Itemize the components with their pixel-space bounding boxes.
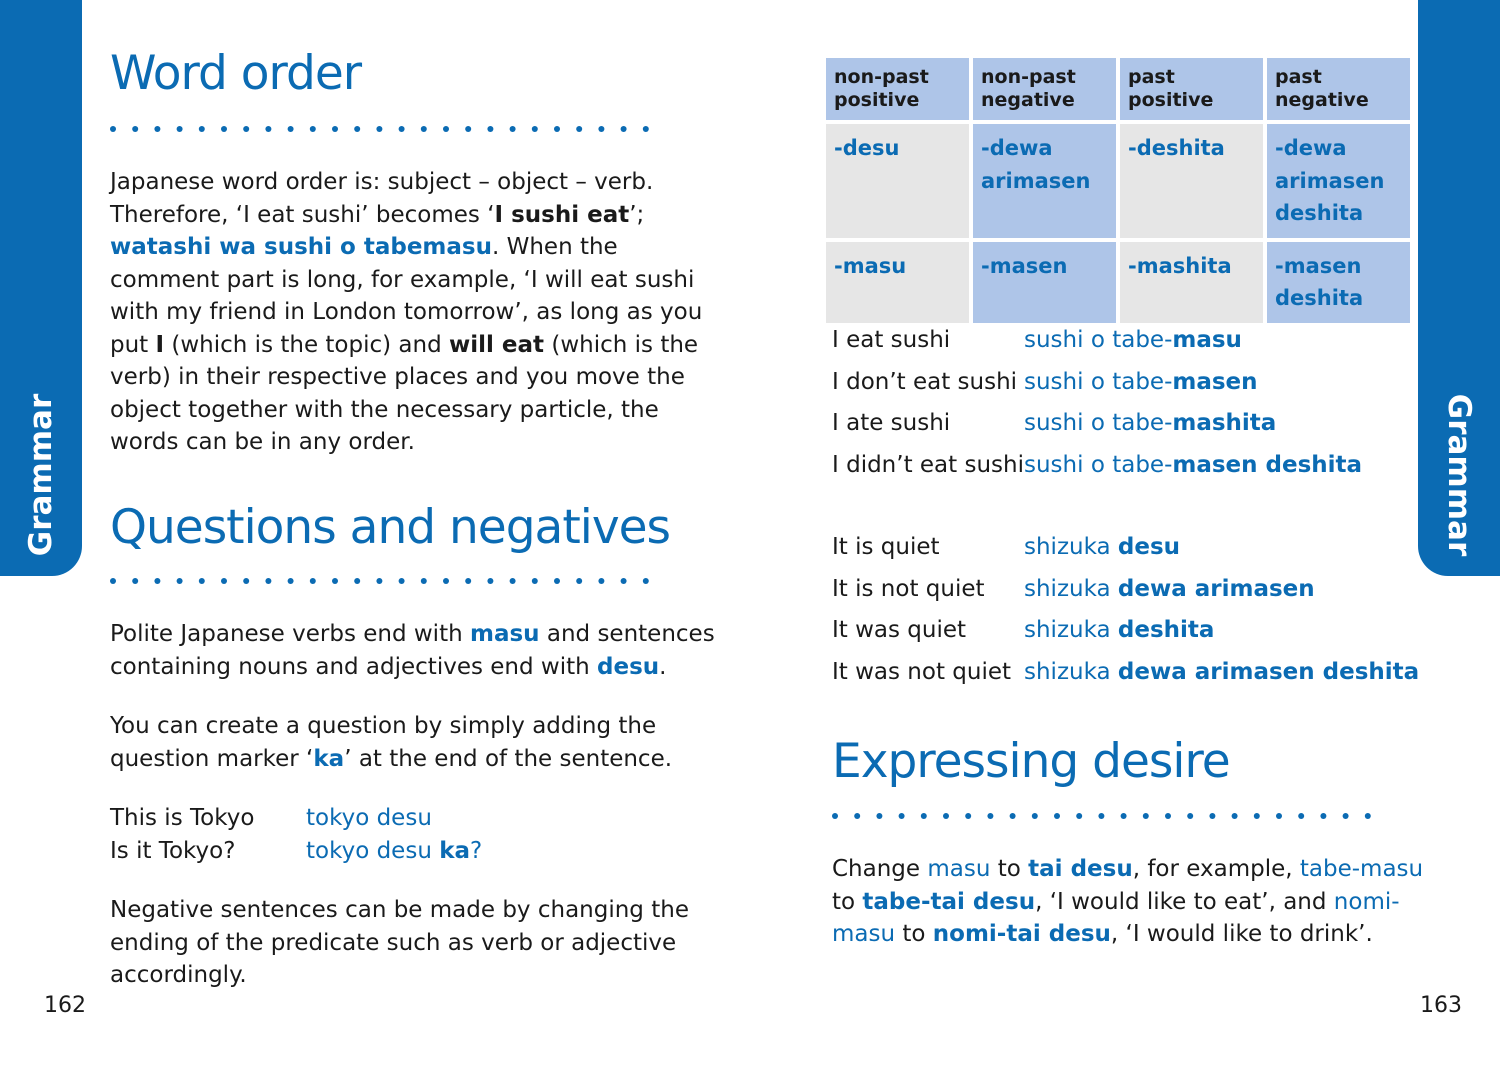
page-number-left: 162	[44, 993, 86, 1018]
divider-dot	[132, 126, 138, 132]
text-line: ending of the predicate such as verb or adjective	[110, 929, 677, 956]
example-japanese: sushi o tabe-mashita	[1024, 410, 1277, 436]
divider-dot	[921, 813, 927, 819]
divider-dot	[310, 126, 316, 132]
questions-paragraph-1	[110, 618, 715, 683]
text-line: Change masu to tai desu, for example, tabe-masu	[832, 856, 1424, 882]
divider-dot	[487, 126, 493, 132]
questions-paragraph-3	[110, 894, 689, 992]
divider-dot	[177, 126, 183, 132]
divider-dot	[399, 578, 405, 584]
divider-dot	[1298, 813, 1304, 819]
divider-dot	[354, 578, 360, 584]
adjective-examples	[832, 534, 1419, 700]
divider-dot	[576, 578, 582, 584]
dotted-divider	[110, 576, 670, 586]
divider-dot	[465, 126, 471, 132]
text-line: You can create a question by simply adding the	[110, 713, 657, 739]
divider-dot	[221, 126, 227, 132]
conjugation-table	[822, 54, 1414, 327]
example-english: Is it Tokyo?	[110, 837, 236, 864]
example-row	[110, 802, 482, 835]
expressing-desire-heading: Expressing desire	[832, 734, 1230, 789]
word-order-paragraph	[110, 166, 702, 459]
divider-dot	[621, 126, 627, 132]
divider-dot	[399, 126, 405, 132]
divider-dot	[487, 578, 493, 584]
table-cell: -masen deshita	[1267, 242, 1410, 323]
example-japanese: sushi o tabe-masu	[1024, 327, 1242, 353]
side-tab-label: Grammar	[1441, 393, 1477, 557]
divider-dot	[1098, 813, 1104, 819]
divider-dot	[376, 126, 382, 132]
example-english: It is not quiet	[832, 575, 985, 602]
table-row	[826, 124, 1410, 238]
divider-dot	[443, 578, 449, 584]
divider-dot	[1165, 813, 1171, 819]
text-line: accordingly.	[110, 962, 247, 988]
verb-examples	[832, 327, 1362, 493]
divider-dot	[899, 813, 905, 819]
divider-dot	[621, 578, 627, 584]
divider-dot	[1254, 813, 1260, 819]
table-cell: -dewa arimasen	[973, 124, 1116, 238]
table-header: non-past positive	[826, 58, 969, 120]
text-line: Polite Japanese verbs end with masu and sentences	[110, 621, 715, 647]
side-tab-left	[0, 0, 82, 576]
divider-dot	[943, 813, 949, 819]
divider-dot	[1320, 813, 1326, 819]
example-english: I don’t eat sushi	[832, 368, 1018, 395]
divider-dot	[243, 126, 249, 132]
example-japanese: sushi o tabe-masen deshita	[1024, 451, 1363, 478]
example-english: It was not quiet	[832, 658, 1012, 685]
example-japanese: sushi o tabe-masen	[1024, 368, 1258, 395]
divider-dot	[554, 578, 560, 584]
desire-paragraph	[832, 853, 1423, 951]
text-line: object together with the necessary particle, the	[110, 396, 659, 423]
example-row	[832, 327, 1362, 369]
text-line: watashi wa sushi o tabemasu. When the	[110, 234, 618, 260]
divider-dot	[421, 578, 427, 584]
divider-dot	[332, 126, 338, 132]
example-row	[832, 576, 1419, 618]
divider-dot	[1010, 813, 1016, 819]
example-row	[832, 410, 1362, 452]
divider-dot	[1121, 813, 1127, 819]
divider-dot	[288, 126, 294, 132]
dotted-divider	[110, 124, 670, 134]
divider-dot	[265, 126, 271, 132]
divider-dot	[598, 126, 604, 132]
divider-dot	[598, 578, 604, 584]
example-english: I eat sushi	[832, 327, 951, 353]
divider-dot	[510, 126, 516, 132]
text-line: with my friend in London tomorrow’, as long as you	[110, 299, 703, 325]
example-japanese: tokyo desu	[306, 805, 432, 831]
divider-dot	[532, 126, 538, 132]
text-line: masu to nomi-tai desu, ‘I would like to drink’.	[832, 921, 1373, 947]
example-english: It was quiet	[832, 617, 967, 643]
text-line: question marker ‘ka’ at the end of the sentence.	[110, 745, 673, 772]
question-examples	[110, 802, 482, 867]
divider-dot	[443, 126, 449, 132]
text-line: Therefore, ‘I eat sushi’ becomes ‘I sushi eat’;	[110, 201, 645, 228]
table-cell: -mashita	[1120, 242, 1263, 323]
table-header: past negative	[1267, 58, 1410, 120]
divider-dot	[110, 578, 116, 584]
divider-dot	[643, 578, 649, 584]
dotted-divider	[832, 811, 1392, 821]
divider-dot	[532, 578, 538, 584]
divider-dot	[1054, 813, 1060, 819]
text-line: to tabe-tai desu, ‘I would like to eat’, and nomi-	[832, 888, 1400, 915]
divider-dot	[1343, 813, 1349, 819]
table-cell: -masu	[826, 242, 969, 323]
example-english: It is quiet	[832, 534, 940, 560]
divider-dot	[199, 126, 205, 132]
divider-dot	[510, 578, 516, 584]
divider-dot	[376, 578, 382, 584]
example-english: This is Tokyo	[110, 805, 255, 831]
table-cell: -masen	[973, 242, 1116, 323]
divider-dot	[177, 578, 183, 584]
divider-dot	[332, 578, 338, 584]
example-japanese: shizuka dewa arimasen deshita	[1024, 658, 1420, 685]
table-header: non-past negative	[973, 58, 1116, 120]
divider-dot	[421, 126, 427, 132]
text-line: Negative sentences can be made by changing the	[110, 897, 689, 923]
questions-paragraph-2	[110, 710, 672, 775]
questions-heading: Questions and negatives	[110, 500, 671, 555]
divider-dot	[1143, 813, 1149, 819]
example-japanese: shizuka deshita	[1024, 617, 1215, 643]
divider-dot	[243, 578, 249, 584]
text-line: comment part is long, for example, ‘I will eat sushi	[110, 266, 695, 293]
divider-dot	[854, 813, 860, 819]
divider-dot	[154, 126, 160, 132]
divider-dot	[310, 578, 316, 584]
divider-dot	[288, 578, 294, 584]
divider-dot	[1032, 813, 1038, 819]
table-cell: -deshita	[1120, 124, 1263, 238]
example-row	[832, 534, 1419, 576]
divider-dot	[1209, 813, 1215, 819]
table-cell: -desu	[826, 124, 969, 238]
table-row	[826, 242, 1410, 323]
divider-dot	[1232, 813, 1238, 819]
text-line: put I (which is the topic) and will eat (which is the	[110, 331, 699, 358]
example-row	[832, 452, 1362, 494]
divider-dot	[221, 578, 227, 584]
divider-dot	[1076, 813, 1082, 819]
example-english: I didn’t eat sushi	[832, 451, 1024, 478]
divider-dot	[465, 578, 471, 584]
divider-dot	[832, 813, 838, 819]
divider-dot	[354, 126, 360, 132]
divider-dot	[965, 813, 971, 819]
example-japanese: shizuka desu	[1024, 534, 1181, 560]
example-japanese: shizuka dewa arimasen	[1024, 575, 1315, 602]
divider-dot	[1187, 813, 1193, 819]
divider-dot	[199, 578, 205, 584]
divider-dot	[576, 126, 582, 132]
divider-dot	[154, 578, 160, 584]
page-number-right: 163	[1420, 993, 1462, 1018]
word-order-heading: Word order	[110, 46, 362, 101]
divider-dot	[876, 813, 882, 819]
table-header: past positive	[1120, 58, 1263, 120]
divider-dot	[110, 126, 116, 132]
text-line: Japanese word order is: subject – object – verb.	[110, 169, 654, 195]
example-english: I ate sushi	[832, 410, 951, 436]
text-line: words can be in any order.	[110, 429, 415, 455]
side-tab-right	[1418, 0, 1500, 576]
divider-dot	[1365, 813, 1371, 819]
side-tab-label: Grammar	[23, 393, 59, 557]
text-line: containing nouns and adjectives end with desu.	[110, 653, 667, 680]
divider-dot	[265, 578, 271, 584]
example-row	[832, 369, 1362, 411]
divider-dot	[643, 126, 649, 132]
example-row	[110, 835, 482, 868]
divider-dot	[132, 578, 138, 584]
example-row	[832, 659, 1419, 701]
example-japanese: tokyo desu ka?	[306, 837, 483, 864]
divider-dot	[1276, 813, 1282, 819]
divider-dot	[554, 126, 560, 132]
example-row	[832, 617, 1419, 659]
table-cell: -dewa arimasen deshita	[1267, 124, 1410, 238]
divider-dot	[987, 813, 993, 819]
text-line: verb) in their respective places and you move the	[110, 364, 685, 390]
table-header-row	[826, 58, 1410, 120]
